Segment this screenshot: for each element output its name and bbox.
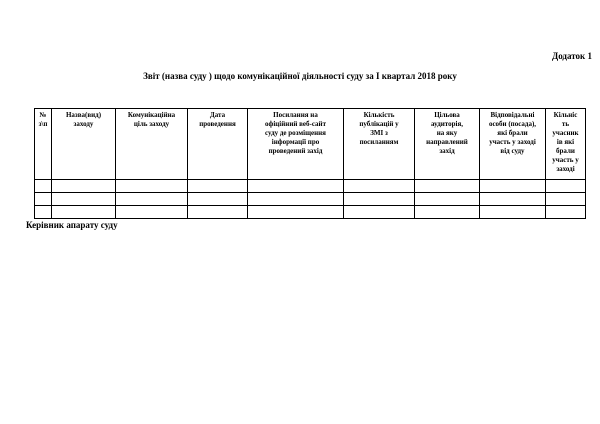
header-communication-goal: Комунікаційна ціль заходу xyxy=(116,109,188,180)
table-cell xyxy=(546,180,586,193)
table-cell xyxy=(480,193,546,206)
table-cell xyxy=(415,180,480,193)
report-table xyxy=(34,108,586,219)
table-cell xyxy=(248,206,344,219)
table-cell xyxy=(415,193,480,206)
table-cell xyxy=(35,180,52,193)
table-row xyxy=(35,180,586,193)
table-cell xyxy=(415,206,480,219)
table-cell xyxy=(480,180,546,193)
table-cell xyxy=(344,206,415,219)
header-event-name: Назва(вид) заходу xyxy=(52,109,116,180)
table-cell xyxy=(35,193,52,206)
table-row xyxy=(35,193,586,206)
table-cell xyxy=(188,193,248,206)
table-cell xyxy=(35,206,52,219)
table-cell xyxy=(546,193,586,206)
header-date: Дата проведення xyxy=(188,109,248,180)
table-header-row xyxy=(35,109,586,180)
table-cell xyxy=(52,206,116,219)
report-title: Звіт (назва суду ) щодо комунікаційної діяльності суду за І квартал 2018 року xyxy=(143,71,457,81)
appendix-label: Додаток 1 xyxy=(552,51,592,61)
header-target-audience: Цільова аудиторія, на яку направлений захід xyxy=(415,109,480,180)
table-cell xyxy=(344,180,415,193)
table-cell xyxy=(188,180,248,193)
table-cell xyxy=(116,206,188,219)
table-cell xyxy=(52,193,116,206)
table-cell xyxy=(546,206,586,219)
footer-signature-label: Керівник апарату суду xyxy=(26,220,118,230)
table-cell xyxy=(344,193,415,206)
header-responsible-persons: Відповідальні особи (посада), які брали участь у заході від суду xyxy=(480,109,546,180)
table-cell xyxy=(248,193,344,206)
table-cell xyxy=(480,206,546,219)
header-website-link: Посилання на офіційний веб-сайт суду де розміщення інформації про проведений захід xyxy=(248,109,344,180)
table-cell xyxy=(52,180,116,193)
table-cell xyxy=(248,180,344,193)
table-cell xyxy=(116,180,188,193)
header-participants-count: Кільніс ть учасник ів які брали участь у заході xyxy=(546,109,586,180)
header-media-count: Кількість публікацій у ЗМІ з посиланням xyxy=(344,109,415,180)
table-row xyxy=(35,206,586,219)
header-number: № з\п xyxy=(35,109,52,180)
table-cell xyxy=(188,206,248,219)
table-cell xyxy=(116,193,188,206)
